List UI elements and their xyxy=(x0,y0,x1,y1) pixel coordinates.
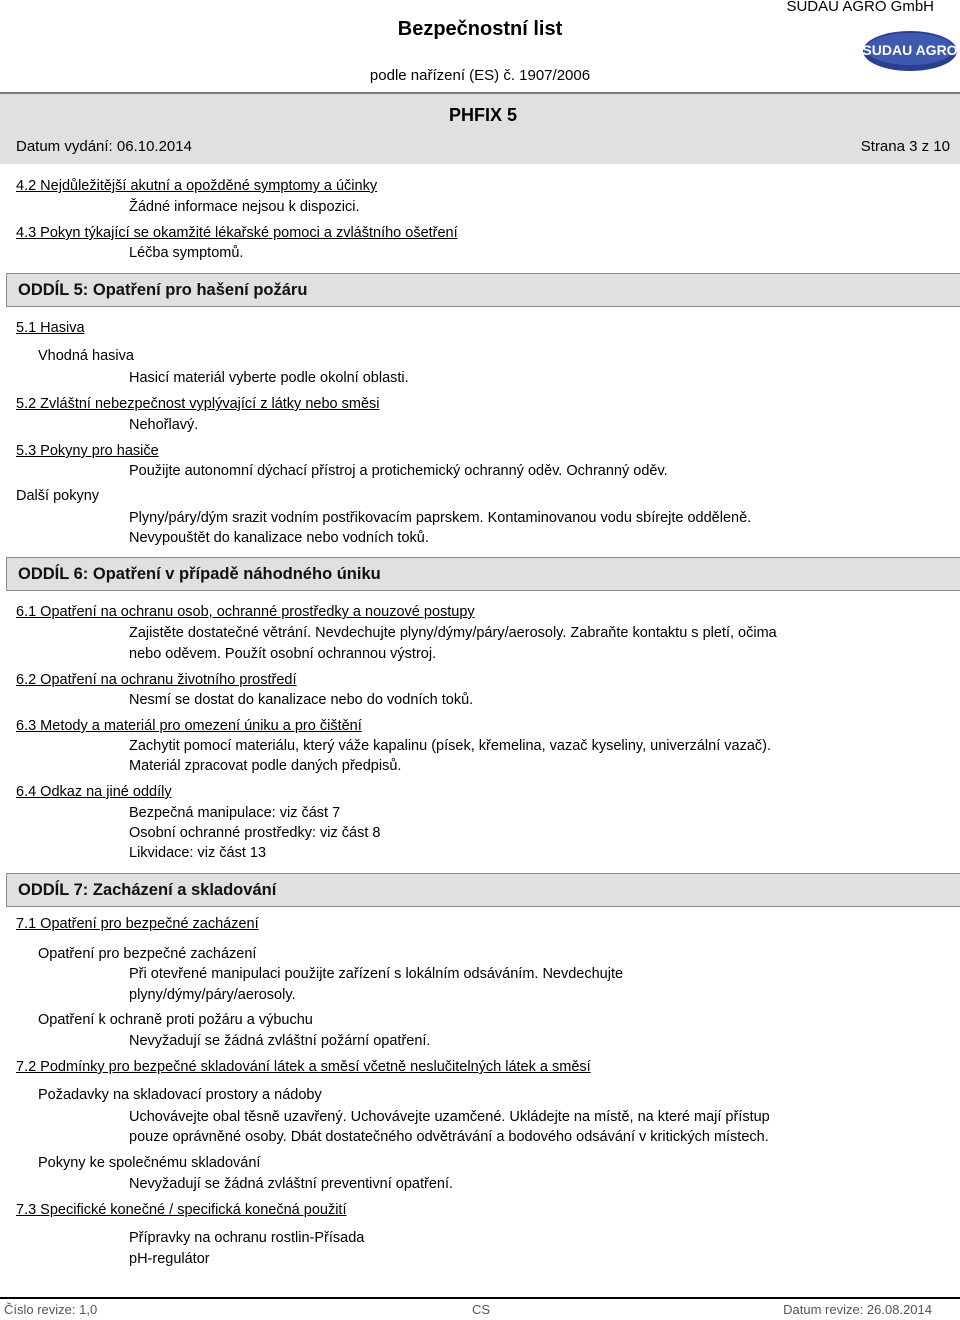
text-6-1-line1: Zajistěte dostatečné větrání. Nevdechujte plyny/dýmy/páry/aerosoly. Zabraňte kontaktu s pletí, očima xyxy=(129,625,777,641)
text-5-2: Nehořlavý. xyxy=(129,417,199,433)
heading-6-2: 6.2 Opatření na ochranu životního prostředí xyxy=(16,672,297,688)
text-storage-line1: Uchovávejte obal těsně uzavřený. Uchovávejte uzamčené. Ukládejte na místě, na které mají přístup xyxy=(129,1109,770,1125)
heading-6-1: 6.1 Opatření na ochranu osob, ochranné prostředky a nouzové postupy xyxy=(16,604,475,620)
text-safe-line2: plyny/dýmy/páry/aerosoly. xyxy=(129,987,296,1003)
text-storage-line2: pouze oprávněné osoby. Dbát dostatečného odvětrávání a bodového odsávání v kritických místech. xyxy=(129,1129,769,1145)
section-5-title: ODDÍL 5: Opatření pro hašení požáru xyxy=(18,281,308,299)
heading-5-3: 5.3 Pokyny pro hasiče xyxy=(16,443,159,459)
heading-5-1: 5.1 Hasiva xyxy=(16,320,85,336)
heading-7-2: 7.2 Podmínky pro bezpečné skladování látek a směsí včetně neslučitelných látek a směsí xyxy=(16,1059,591,1075)
heading-4-2: 4.2 Nejdůležitější akutní a opožděné symptomy a účinky xyxy=(16,178,378,194)
product-name: PHFIX 5 xyxy=(448,105,518,125)
heading-7-1: 7.1 Opatření pro bezpečné zacházení xyxy=(16,916,259,932)
label-further-instructions: Další pokyny xyxy=(16,488,100,504)
text-6-4-line1: Bezpečná manipulace: viz část 7 xyxy=(129,805,341,821)
regulation-line: podle nařízení (ES) č. 1907/2006 xyxy=(369,67,591,84)
text-4-2: Žádné informace nejsou k dispozici. xyxy=(129,199,360,215)
text-further-1: Plyny/páry/dým srazit vodním postřikovacím paprskem. Kontaminovanou vodu sbírejte odděleně. xyxy=(129,510,752,526)
section-7-title: ODDÍL 7: Zacházení a skladování xyxy=(18,881,277,899)
text-4-3: Léčba symptomů. xyxy=(129,245,244,261)
heading-5-2: 5.2 Zvláštní nebezpečnost vyplývající z látky nebo směsi xyxy=(16,396,380,412)
text-6-3-line1: Zachytit pomocí materiálu, který váže kapalinu (písek, křemelina, vazač kyseliny, univerzální vazač). xyxy=(129,738,772,754)
label-suitable-media: Vhodná hasiva xyxy=(38,348,134,364)
text-6-4-line2: Osobní ochranné prostředky: viz část 8 xyxy=(129,825,381,841)
label-safe-handling: Opatření pro bezpečné zacházení xyxy=(38,946,257,962)
text-safe-line1: Při otevřené manipulaci použijte zařízení s lokálním odsáváním. Nevdechujte xyxy=(129,966,624,982)
text-6-2: Nesmí se dostat do kanalizace nebo do vodních toků. xyxy=(129,692,474,708)
heading-7-3: 7.3 Specifické konečné / specifická konečná použití xyxy=(16,1202,347,1218)
heading-6-3: 6.3 Metody a materiál pro omezení úniku a pro čištění xyxy=(16,718,362,734)
text-6-4-line3: Likvidace: viz část 13 xyxy=(129,845,267,861)
label-fire-protection: Opatření k ochraně proti požáru a výbuchu xyxy=(38,1012,313,1028)
issue-date: Datum vydání: 06.10.2014 xyxy=(16,138,192,155)
footer-divider xyxy=(0,1297,960,1299)
logo-text: SUDAU AGRO xyxy=(862,42,958,58)
text-6-1-line2: nebo oděvem. Použít osobní ochrannou výstroj. xyxy=(129,646,437,662)
revision-date: Datum revize: 26.08.2014 xyxy=(783,1302,932,1317)
text-7-3-line1: Přípravky na ochranu rostlin-Přísada xyxy=(129,1230,365,1246)
text-7-3-line2: pH-regulátor xyxy=(129,1251,210,1267)
label-storage-requirements: Požadavky na skladovací prostory a nádoby xyxy=(38,1087,322,1103)
revision-number: Číslo revize: 1,0 xyxy=(4,1302,98,1317)
heading-4-3: 4.3 Pokyn týkající se okamžité lékařské pomoci a zvláštního ošetření xyxy=(16,225,458,241)
text-further-2: Nevypouštět do kanalizace nebo vodních toků. xyxy=(129,530,429,546)
company-logo xyxy=(862,30,958,72)
text-fire-protection: Nevyžadují se žádná zvláštní požární opatření. xyxy=(129,1033,431,1049)
text-5-1: Hasicí materiál vyberte podle okolní oblasti. xyxy=(129,370,409,386)
section-6-title: ODDÍL 6: Opatření v případě náhodného úniku xyxy=(18,565,381,583)
text-6-3-line2: Materiál zpracovat podle daných předpisů. xyxy=(129,758,402,774)
text-5-3: Použijte autonomní dýchací přístroj a protichemický ochranný oděv. Ochranný oděv. xyxy=(129,463,668,479)
label-joint-storage: Pokyny ke společnému skladování xyxy=(38,1155,261,1171)
page-number: Strana 3 z 10 xyxy=(860,138,950,155)
heading-6-4: 6.4 Odkaz na jiné oddíly xyxy=(16,784,172,800)
text-joint-storage: Nevyžadují se žádná zvláštní preventivní opatření. xyxy=(129,1176,454,1192)
company-name: SUDAU AGRO GmbH xyxy=(786,0,934,15)
language-code: CS xyxy=(472,1302,491,1317)
document-title: Bezpečnostní list xyxy=(397,18,563,40)
